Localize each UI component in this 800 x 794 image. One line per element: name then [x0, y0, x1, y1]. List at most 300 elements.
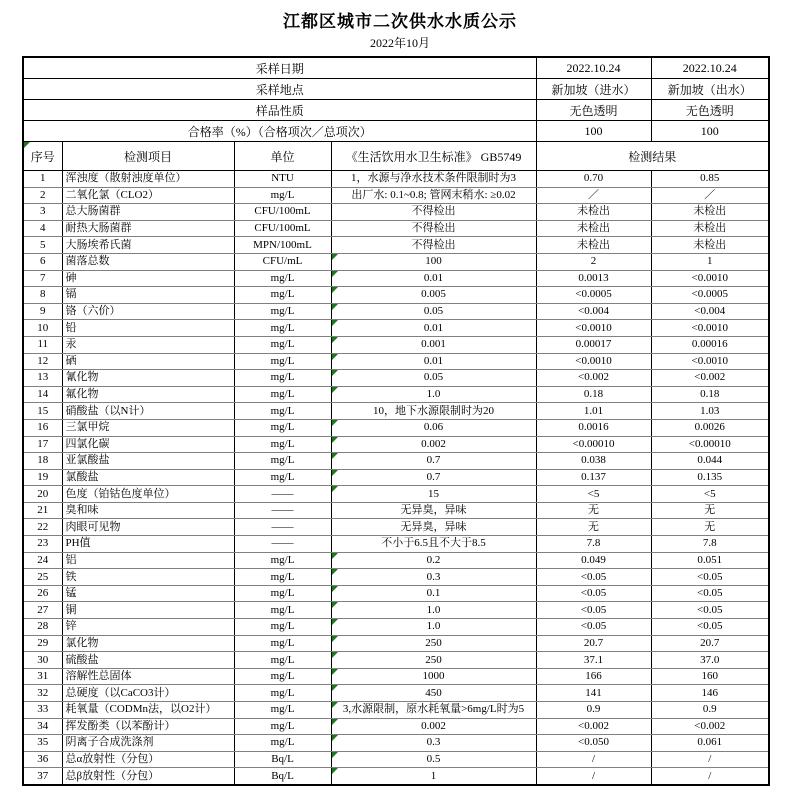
row-number-cell: 21	[23, 502, 62, 519]
result-inlet-cell: <0.05	[536, 585, 651, 602]
unit-cell: ——	[234, 486, 331, 503]
result-inlet-cell: 0.0016	[536, 419, 651, 436]
standard-cell: 0.7	[331, 469, 536, 486]
standard-cell: 不得检出	[331, 220, 536, 237]
standard-cell: 无异臭，异味	[331, 519, 536, 536]
item-cell: 总α放射性（分包）	[62, 751, 234, 768]
row-number-cell: 14	[23, 386, 62, 403]
result-outlet-cell: 0.051	[651, 552, 769, 569]
result-outlet-cell: 146	[651, 685, 769, 702]
unit-cell: mg/L	[234, 320, 331, 337]
table-row	[23, 253, 769, 270]
item-cell: 菌落总数	[62, 253, 234, 270]
unit-cell: mg/L	[234, 718, 331, 735]
item-cell: 氯化物	[62, 635, 234, 652]
row-number-cell: 34	[23, 718, 62, 735]
result-inlet-cell: /	[536, 768, 651, 785]
standard-cell: 1.0	[331, 602, 536, 619]
standard-cell: 0.001	[331, 336, 536, 353]
row-number-cell: 7	[23, 270, 62, 287]
result-inlet-cell: 0.137	[536, 469, 651, 486]
result-outlet-cell: <0.0010	[651, 270, 769, 287]
table-row	[23, 536, 769, 553]
corner-error-triangle-icon	[332, 619, 338, 625]
standard-cell: 0.1	[331, 585, 536, 602]
result-outlet-cell: 160	[651, 668, 769, 685]
unit-cell: MPN/100mL	[234, 237, 331, 254]
result-outlet-cell: 0.0026	[651, 419, 769, 436]
item-cell: 总β放射性（分包）	[62, 768, 234, 785]
row-number-cell: 4	[23, 220, 62, 237]
item-cell: 总硬度（以CaCO3计）	[62, 685, 234, 702]
row-number-cell: 9	[23, 303, 62, 320]
standard-cell: 0.5	[331, 751, 536, 768]
table-row	[23, 353, 769, 370]
result-outlet-cell: /	[651, 751, 769, 768]
result-outlet-cell: 1	[651, 253, 769, 270]
result-inlet-cell: 无	[536, 519, 651, 536]
result-outlet-cell: <5	[651, 486, 769, 503]
unit-cell: mg/L	[234, 668, 331, 685]
column-header-item: 检测项目	[62, 142, 234, 171]
standard-cell: 1.0	[331, 619, 536, 636]
corner-error-triangle-icon	[332, 719, 338, 725]
corner-error-triangle-icon	[332, 271, 338, 277]
item-cell: 镉	[62, 287, 234, 304]
result-inlet-cell: <0.00010	[536, 436, 651, 453]
table-row	[23, 585, 769, 602]
corner-error-triangle-icon	[332, 735, 338, 741]
item-cell: 锌	[62, 619, 234, 636]
standard-cell: 100	[331, 253, 536, 270]
item-cell: 阴离子合成洗涤剂	[62, 735, 234, 752]
corner-error-triangle-icon	[24, 142, 30, 148]
meta-row-sample-nature	[23, 100, 769, 121]
item-cell: 锰	[62, 585, 234, 602]
result-inlet-cell: 0.038	[536, 453, 651, 470]
table-row	[23, 287, 769, 304]
standard-cell: 0.7	[331, 453, 536, 470]
unit-cell: mg/L	[234, 552, 331, 569]
meta-row-sampling-location	[23, 79, 769, 100]
result-inlet-cell: <0.050	[536, 735, 651, 752]
meta-header	[23, 57, 769, 171]
unit-cell: mg/L	[234, 370, 331, 387]
table-row	[23, 602, 769, 619]
result-outlet-cell: <0.002	[651, 718, 769, 735]
result-inlet-cell: 2	[536, 253, 651, 270]
unit-cell: mg/L	[234, 469, 331, 486]
item-cell: 氟化物	[62, 386, 234, 403]
corner-error-triangle-icon	[332, 553, 338, 559]
table-row	[23, 171, 769, 188]
row-number-cell: 31	[23, 668, 62, 685]
corner-error-triangle-icon	[332, 752, 338, 758]
result-inlet-cell: /	[536, 751, 651, 768]
result-outlet-cell: 未检出	[651, 237, 769, 254]
row-number-cell: 16	[23, 419, 62, 436]
standard-cell: 出厂水: 0.1~0.8; 管网末稍水: ≥0.02	[331, 187, 536, 204]
corner-error-triangle-icon	[332, 470, 338, 476]
unit-cell: CFU/100mL	[234, 220, 331, 237]
result-outlet-cell: 7.8	[651, 536, 769, 553]
result-outlet-cell: 0.9	[651, 702, 769, 719]
unit-cell: mg/L	[234, 303, 331, 320]
result-inlet-cell: 37.1	[536, 652, 651, 669]
result-outlet-cell: <0.002	[651, 370, 769, 387]
result-inlet-cell: 未检出	[536, 204, 651, 221]
result-inlet-cell: 0.18	[536, 386, 651, 403]
table-row	[23, 220, 769, 237]
result-inlet-cell: 166	[536, 668, 651, 685]
meta-value-inlet: 2022.10.24	[536, 57, 651, 79]
standard-cell: 1	[331, 768, 536, 785]
unit-cell: CFU/100mL	[234, 204, 331, 221]
result-inlet-cell: 无	[536, 502, 651, 519]
unit-cell: mg/L	[234, 403, 331, 420]
unit-cell: mg/L	[234, 602, 331, 619]
row-number-cell: 22	[23, 519, 62, 536]
row-number-cell: 19	[23, 469, 62, 486]
result-inlet-cell: <0.0005	[536, 287, 651, 304]
result-outlet-cell: <0.05	[651, 569, 769, 586]
standard-cell: 1000	[331, 668, 536, 685]
row-number-cell: 32	[23, 685, 62, 702]
corner-error-triangle-icon	[332, 586, 338, 592]
standard-cell: 0.05	[331, 370, 536, 387]
column-header-no: 序号	[23, 142, 62, 171]
corner-error-triangle-icon	[332, 420, 338, 426]
item-cell: 耗氧量（CODMn法，以O2计）	[62, 702, 234, 719]
page-title: 江都区城市二次供水水质公示	[283, 12, 517, 31]
standard-cell: 1.0	[331, 386, 536, 403]
row-number-cell: 36	[23, 751, 62, 768]
result-inlet-cell: <0.004	[536, 303, 651, 320]
corner-error-triangle-icon	[332, 354, 338, 360]
result-inlet-cell: <0.05	[536, 602, 651, 619]
standard-cell: 0.01	[331, 353, 536, 370]
table-row	[23, 303, 769, 320]
table-row	[23, 735, 769, 752]
row-number-cell: 8	[23, 287, 62, 304]
corner-error-triangle-icon	[332, 287, 338, 293]
meta-value-inlet: 100	[536, 121, 651, 142]
table-row	[23, 270, 769, 287]
result-outlet-cell: ／	[651, 187, 769, 204]
row-number-cell: 3	[23, 204, 62, 221]
table-row	[23, 469, 769, 486]
row-number-cell: 11	[23, 336, 62, 353]
standard-cell: 0.3	[331, 569, 536, 586]
meta-value-outlet: 100	[651, 121, 769, 142]
unit-cell: mg/L	[234, 187, 331, 204]
corner-error-triangle-icon	[332, 669, 338, 675]
corner-error-triangle-icon	[332, 702, 338, 708]
standard-cell: 0.002	[331, 718, 536, 735]
table-row	[23, 718, 769, 735]
table-row	[23, 187, 769, 204]
result-inlet-cell: 未检出	[536, 237, 651, 254]
result-outlet-cell: <0.0005	[651, 287, 769, 304]
unit-cell: mg/L	[234, 635, 331, 652]
result-inlet-cell: 0.00017	[536, 336, 651, 353]
corner-error-triangle-icon	[332, 304, 338, 310]
standard-cell: 1，水源与净水技术条件限制时为3	[331, 171, 536, 188]
unit-cell: mg/L	[234, 619, 331, 636]
meta-label: 合格率（%）（合格项次／总项次）	[23, 121, 536, 142]
row-number-cell: 28	[23, 619, 62, 636]
row-number-cell: 26	[23, 585, 62, 602]
item-cell: 铝	[62, 552, 234, 569]
result-inlet-cell: 7.8	[536, 536, 651, 553]
table-row	[23, 453, 769, 470]
table-row	[23, 552, 769, 569]
item-cell: 硫酸盐	[62, 652, 234, 669]
standard-cell: 0.3	[331, 735, 536, 752]
unit-cell: Bq/L	[234, 751, 331, 768]
row-number-cell: 15	[23, 403, 62, 420]
item-cell: 铬（六价）	[62, 303, 234, 320]
standard-cell: 0.2	[331, 552, 536, 569]
result-outlet-cell: <0.0010	[651, 320, 769, 337]
unit-cell: ——	[234, 502, 331, 519]
unit-cell: mg/L	[234, 353, 331, 370]
item-cell: 氰化物	[62, 370, 234, 387]
item-cell: PH值	[62, 536, 234, 553]
table-row	[23, 635, 769, 652]
standard-cell: 0.005	[331, 287, 536, 304]
result-outlet-cell: <0.05	[651, 619, 769, 636]
result-inlet-cell: <5	[536, 486, 651, 503]
unit-cell: ——	[234, 519, 331, 536]
unit-cell: CFU/mL	[234, 253, 331, 270]
row-number-cell: 12	[23, 353, 62, 370]
item-cell: 耐热大肠菌群	[62, 220, 234, 237]
corner-error-triangle-icon	[332, 602, 338, 608]
unit-cell: NTU	[234, 171, 331, 188]
unit-cell: mg/L	[234, 386, 331, 403]
table-row	[23, 702, 769, 719]
result-outlet-cell: 无	[651, 502, 769, 519]
standard-cell: 0.01	[331, 320, 536, 337]
item-cell: 硝酸盐（以N计）	[62, 403, 234, 420]
row-number-cell: 35	[23, 735, 62, 752]
unit-cell: mg/L	[234, 287, 331, 304]
unit-cell: mg/L	[234, 585, 331, 602]
item-cell: 浑浊度（散射浊度单位）	[62, 171, 234, 188]
row-number-cell: 5	[23, 237, 62, 254]
result-inlet-cell: 0.049	[536, 552, 651, 569]
table-row	[23, 569, 769, 586]
meta-label: 样品性质	[23, 100, 536, 121]
corner-error-triangle-icon	[332, 453, 338, 459]
row-number-cell: 10	[23, 320, 62, 337]
item-cell: 色度（铂钴色度单位）	[62, 486, 234, 503]
row-number-cell: 23	[23, 536, 62, 553]
table-row	[23, 386, 769, 403]
standard-cell: 不小于6.5且不大于8.5	[331, 536, 536, 553]
table-row	[23, 403, 769, 420]
item-cell: 四氯化碳	[62, 436, 234, 453]
result-inlet-cell: ／	[536, 187, 651, 204]
result-inlet-cell: 0.0013	[536, 270, 651, 287]
meta-value-outlet: 新加坡（出水）	[651, 79, 769, 100]
item-cell: 铁	[62, 569, 234, 586]
unit-cell: mg/L	[234, 419, 331, 436]
item-cell: 挥发酚类（以苯酚计）	[62, 718, 234, 735]
table-row	[23, 320, 769, 337]
unit-cell: mg/L	[234, 652, 331, 669]
result-inlet-cell: 20.7	[536, 635, 651, 652]
standard-cell: 不得检出	[331, 237, 536, 254]
result-inlet-cell: <0.0010	[536, 353, 651, 370]
result-outlet-cell: <0.05	[651, 585, 769, 602]
result-outlet-cell: 0.85	[651, 171, 769, 188]
item-cell: 大肠埃希氏菌	[62, 237, 234, 254]
corner-error-triangle-icon	[332, 320, 338, 326]
table-body	[23, 171, 769, 785]
result-outlet-cell: /	[651, 768, 769, 785]
meta-row-sampling-date	[23, 57, 769, 79]
table-row	[23, 619, 769, 636]
result-outlet-cell: 0.061	[651, 735, 769, 752]
result-outlet-cell: 无	[651, 519, 769, 536]
meta-value-inlet: 新加坡（进水）	[536, 79, 651, 100]
column-header-result: 检测结果	[536, 142, 769, 171]
result-outlet-cell: 20.7	[651, 635, 769, 652]
unit-cell: mg/L	[234, 453, 331, 470]
table-row	[23, 419, 769, 436]
result-inlet-cell: <0.05	[536, 569, 651, 586]
item-cell: 二氧化氯（CLO2）	[62, 187, 234, 204]
row-number-cell: 13	[23, 370, 62, 387]
unit-cell: mg/L	[234, 735, 331, 752]
item-cell: 铅	[62, 320, 234, 337]
result-inlet-cell: 未检出	[536, 220, 651, 237]
table-row	[23, 751, 769, 768]
row-number-cell: 24	[23, 552, 62, 569]
corner-error-triangle-icon	[332, 370, 338, 376]
result-outlet-cell: 37.0	[651, 652, 769, 669]
column-header-standard: 《生活饮用水卫生标准》 GB5749	[331, 142, 536, 171]
table-row	[23, 519, 769, 536]
unit-cell: ——	[234, 536, 331, 553]
row-number-cell: 2	[23, 187, 62, 204]
item-cell: 汞	[62, 336, 234, 353]
row-number-cell: 33	[23, 702, 62, 719]
unit-cell: mg/L	[234, 270, 331, 287]
corner-error-triangle-icon	[332, 437, 338, 443]
unit-cell: mg/L	[234, 685, 331, 702]
result-outlet-cell: 未检出	[651, 204, 769, 221]
standard-cell: 250	[331, 652, 536, 669]
meta-label: 采样日期	[23, 57, 536, 79]
result-outlet-cell: <0.0010	[651, 353, 769, 370]
item-cell: 臭和味	[62, 502, 234, 519]
result-outlet-cell: 0.135	[651, 469, 769, 486]
standard-cell: 0.002	[331, 436, 536, 453]
corner-error-triangle-icon	[332, 387, 338, 393]
table-row	[23, 336, 769, 353]
result-outlet-cell: <0.004	[651, 303, 769, 320]
corner-error-triangle-icon	[332, 569, 338, 575]
table-row	[23, 486, 769, 503]
column-header-row	[23, 142, 769, 171]
table-row	[23, 668, 769, 685]
result-outlet-cell: 0.18	[651, 386, 769, 403]
row-number-cell: 1	[23, 171, 62, 188]
standard-cell: 无异臭，异味	[331, 502, 536, 519]
row-number-cell: 20	[23, 486, 62, 503]
result-inlet-cell: 141	[536, 685, 651, 702]
item-cell: 硒	[62, 353, 234, 370]
table-row	[23, 370, 769, 387]
standard-cell: 250	[331, 635, 536, 652]
item-cell: 三氯甲烷	[62, 419, 234, 436]
corner-error-triangle-icon	[332, 636, 338, 642]
row-number-cell: 27	[23, 602, 62, 619]
row-number-cell: 18	[23, 453, 62, 470]
column-header-unit: 单位	[234, 142, 331, 171]
item-cell: 砷	[62, 270, 234, 287]
standard-cell: 不得检出	[331, 204, 536, 221]
result-inlet-cell: <0.05	[536, 619, 651, 636]
row-number-cell: 6	[23, 253, 62, 270]
corner-error-triangle-icon	[332, 486, 338, 492]
result-outlet-cell: 未检出	[651, 220, 769, 237]
table-row	[23, 502, 769, 519]
standard-cell: 450	[331, 685, 536, 702]
result-inlet-cell: 0.9	[536, 702, 651, 719]
meta-value-inlet: 无色透明	[536, 100, 651, 121]
unit-cell: Bq/L	[234, 768, 331, 785]
corner-error-triangle-icon	[332, 685, 338, 691]
page-subtitle: 2022年10月	[369, 36, 430, 50]
row-number-cell: 29	[23, 635, 62, 652]
item-cell: 亚氯酸盐	[62, 453, 234, 470]
row-number-cell: 17	[23, 436, 62, 453]
standard-cell: 15	[331, 486, 536, 503]
result-outlet-cell: <0.05	[651, 602, 769, 619]
result-inlet-cell: <0.002	[536, 718, 651, 735]
table-row	[23, 768, 769, 785]
water-quality-table	[22, 56, 770, 786]
result-outlet-cell: 0.00016	[651, 336, 769, 353]
meta-label: 采样地点	[23, 79, 536, 100]
table-row	[23, 436, 769, 453]
result-outlet-cell: 0.044	[651, 453, 769, 470]
corner-error-triangle-icon	[332, 652, 338, 658]
result-inlet-cell: 1.01	[536, 403, 651, 420]
row-number-cell: 37	[23, 768, 62, 785]
meta-value-outlet: 2022.10.24	[651, 57, 769, 79]
standard-cell: 0.06	[331, 419, 536, 436]
item-cell: 溶解性总固体	[62, 668, 234, 685]
table-row	[23, 652, 769, 669]
unit-cell: mg/L	[234, 569, 331, 586]
corner-error-triangle-icon	[332, 254, 338, 260]
item-cell: 肉眼可见物	[62, 519, 234, 536]
row-number-cell: 25	[23, 569, 62, 586]
table-row	[23, 204, 769, 221]
meta-row-pass-rate	[23, 121, 769, 142]
result-outlet-cell: 1.03	[651, 403, 769, 420]
unit-cell: mg/L	[234, 702, 331, 719]
item-cell: 氯酸盐	[62, 469, 234, 486]
standard-cell: 0.01	[331, 270, 536, 287]
result-inlet-cell: <0.0010	[536, 320, 651, 337]
item-cell: 铜	[62, 602, 234, 619]
